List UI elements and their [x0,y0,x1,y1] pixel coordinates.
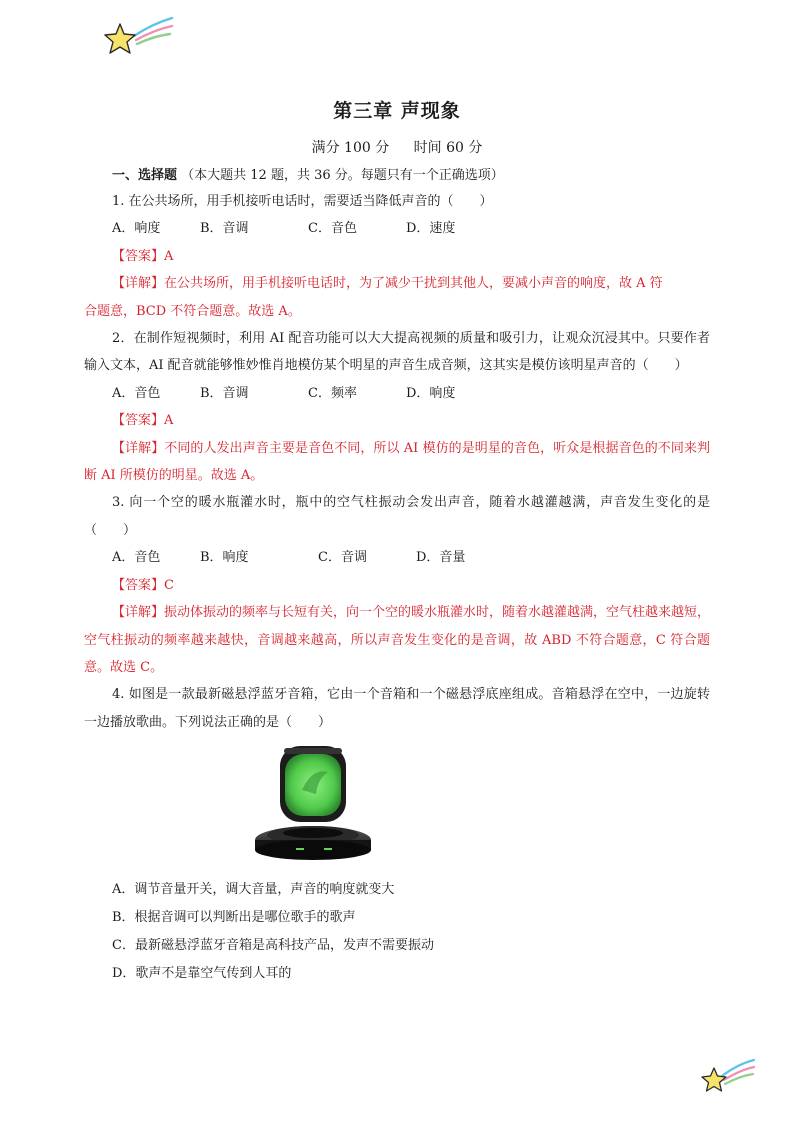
question-stem: 1. 在公共场所，用手机接听电话时，需要适当降低声音的（ ） [112,194,493,209]
option-c: C．音调 [318,550,367,566]
option-c: C．最新磁悬浮蓝牙音箱是高科技产品，发声不需要振动 [112,938,434,954]
option-row [84,380,710,407]
option-a: A．调节音量开关，调大音量，声音的响度就变大 [112,882,395,898]
option-row [84,544,710,571]
question-stem: 4. 如图是一款最新磁悬浮蓝牙音箱，它由一个音箱和一个磁悬浮底座组成。音箱悬浮在空中，一边旋转一边播放歌曲。下列说法正确的是（ ） [84,687,710,730]
option-row [84,215,710,242]
option-d: D．音量 [416,550,466,566]
option-d: D．响度 [406,385,456,401]
section-heading [84,164,710,188]
section-label: 一、选择题 [112,168,178,183]
option-b: B．音调 [200,221,249,237]
page-title: 第三章 声现象 [333,100,461,122]
answer-text: 【答案】A [112,413,174,429]
shooting-star-icon [700,1054,756,1096]
answer-text: 【答案】A [112,248,174,264]
time-limit: 时间 60 分 [413,140,483,156]
option-b: B．根据音调可以判断出是哪位歌手的歌声 [112,910,356,926]
shooting-star-icon [104,14,174,58]
option-b: B．响度 [200,550,249,566]
total-score: 满分 100 分 [311,140,390,156]
speaker-image [254,744,374,870]
option-a: A．音色 [112,385,161,401]
option-b: B．音调 [200,385,249,401]
question-stem: 3. 向一个空的暖水瓶灌水时，瓶中的空气柱振动会发出声音，随着水越灌越满，声音发生变化的是（ ） [84,495,710,538]
answer-text: 【答案】C [112,577,174,593]
question-stem: 2．在制作短视频时，利用 AI 配音功能可以大大提高视频的质量和吸引力，让观众沉浸其中。只要作者输入文本，AI 配音就能够惟妙惟肖地模仿某个明星的声音生成音频，这其实是模仿该明星声音的（ ） [84,331,710,374]
option-d: D．速度 [406,221,456,237]
option-a: A．音色 [112,550,161,566]
option-c: C．音色 [308,221,357,237]
explanation-text: 【详解】在公共场所，用手机接听电话时，为了减少干扰到其他人，要减小声音的响度，故 A 符 [112,276,663,292]
exam-meta [0,137,794,157]
question-list [84,164,710,988]
option-c: C．频率 [308,385,357,401]
option-d: D．歌声不是靠空气传到人耳的 [112,966,292,982]
explanation-text: 【详解】振动体振动的频率与长短有关，向一个空的暖水瓶灌水时，随着水越灌越满，空气柱越来越短，空气柱振动的频率越来越快，音调越来越高，所以声音发生变化的是音调，故 ABD 不符合题意，C 符合题意。故选 C。 [84,605,711,675]
explanation-text: 【详解】不同的人发出声音主要是音色不同，所以 AI 模仿的是明星的音色，听众是根据音色的不同来判断 AI 所模仿的明星。故选 A。 [84,440,710,484]
section-note: （本大题共 12 题，共 36 分。每题只有一个正确选项） [181,168,504,183]
explanation-text: 合题意，BCD 不符合题意。故选 A。 [84,303,301,319]
option-a: A．响度 [112,221,161,237]
